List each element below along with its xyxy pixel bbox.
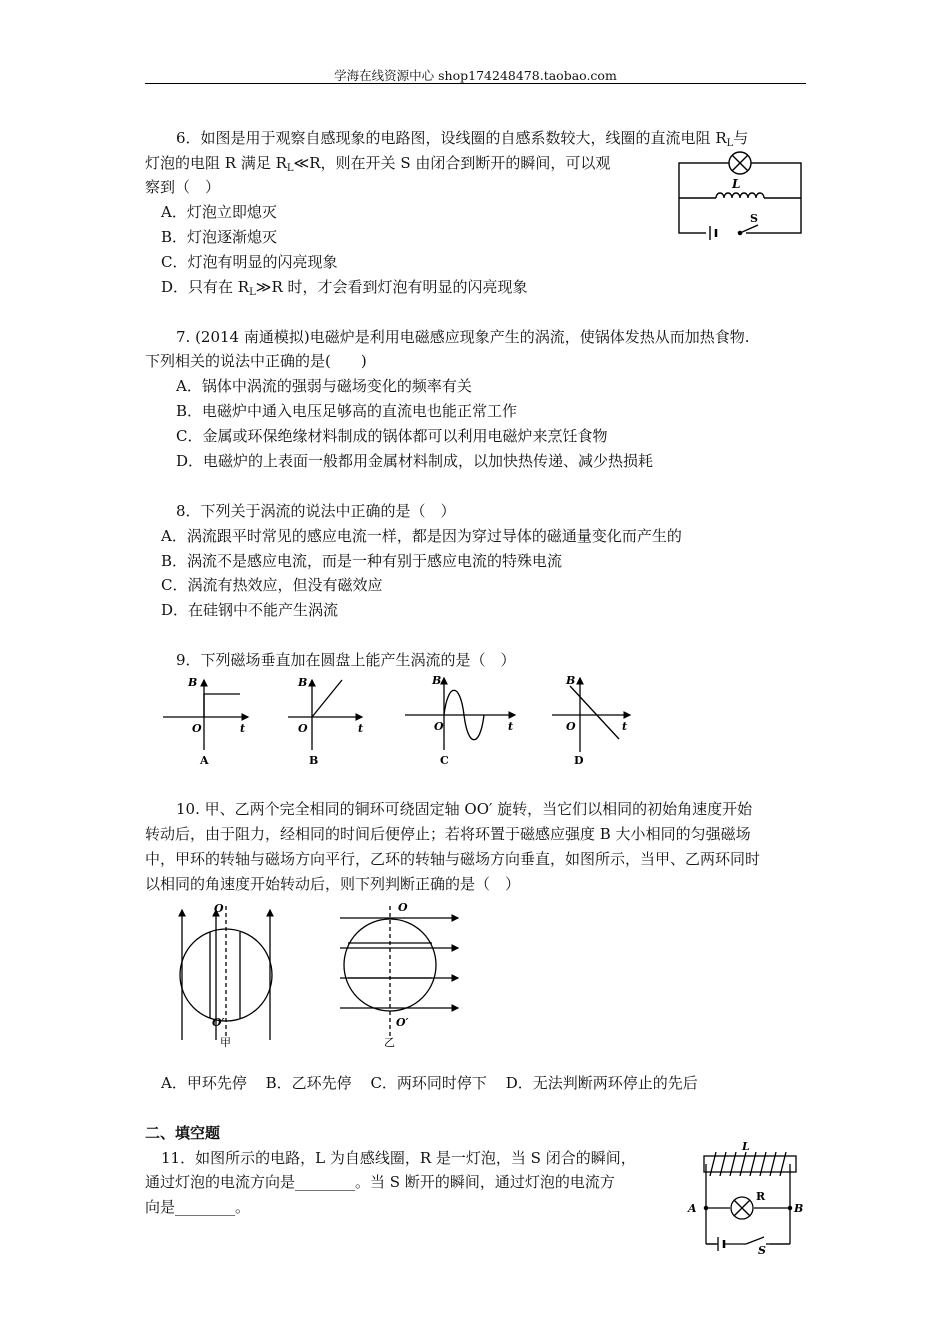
q9-a-origin: O: [192, 722, 202, 735]
q9-label-d: D: [574, 754, 584, 767]
q9-label-b: B: [309, 754, 319, 767]
q7-option-b: B．电磁炉中通入电压足够高的直流电也能正常工作: [176, 402, 518, 420]
q10-line1: 10. 甲、乙两个完全相同的铜环可绕固定轴 OO′ 旋转，当它们以相同的初始角速度开始: [176, 800, 753, 818]
q6-option-c: C．灯泡有明显的闪亮现象: [161, 253, 338, 271]
q6-line1-end: 与: [733, 129, 749, 147]
q10-option-b: B．乙环先停: [265, 1074, 352, 1092]
q6-line1-text: 6．如图是用于观察自感现象的电路图，设线圈的自感系数较大，线圈的直流电阻 R: [176, 129, 727, 147]
q10-option-c: C．两环同时停下: [370, 1074, 487, 1092]
q9-graphs: [160, 672, 640, 772]
q10-line3: 中，甲环的转轴与磁场方向平行，乙环的转轴与磁场方向垂直，如图所示，当甲、乙两环同时: [145, 850, 761, 868]
header-divider: [145, 83, 806, 84]
q11-line1: 11．如图所示的电路，L 为自感线圈，R 是一灯泡，当 S 闭合的瞬间，: [161, 1149, 636, 1167]
q9-b-axis-t: t: [358, 722, 364, 735]
q9-graph-c: [405, 678, 515, 750]
q8-option-a: A．涡流跟平时常见的感应电流一样，都是因为穿过导体的磁通量变化而产生的: [161, 527, 682, 545]
page-header: 学海在线资源中心 shop174248478.taobao.com: [334, 68, 617, 83]
q11-fig-label-a: A: [688, 1202, 697, 1215]
q10-line4: 以相同的角速度开始转动后，则下列判断正确的是（ ）: [145, 875, 521, 893]
section-title-fill-in: 二、填空题: [145, 1124, 221, 1142]
q6-option-b: B．灯泡逐渐熄灭: [161, 228, 278, 246]
q6-option-d-text: D．只有在 R: [161, 278, 250, 296]
q10-jia-label-o-prime: O′: [212, 1016, 225, 1029]
q8-option-d: D．在硅钢中不能产生涡流: [161, 601, 339, 619]
q11-fig-label-b: B: [794, 1202, 804, 1215]
q6-line2-end: ≪R，则在开关 S 由闭合到断开的瞬间，可以观: [293, 154, 611, 172]
q9-a-axis-t: t: [240, 722, 246, 735]
q8-option-b: B．涡流不是感应电流，而是一种有别于感应电流的特殊电流: [161, 552, 563, 570]
q11-circuit-diagram: [686, 1140, 812, 1254]
q6-sub-l: L: [726, 138, 734, 149]
q10-label-jia: 甲: [220, 1036, 231, 1048]
q11-fig-label-r: R: [756, 1190, 766, 1203]
q10-option-a: A．甲环先停: [161, 1074, 247, 1092]
q10-jia-label-o: O: [214, 902, 224, 915]
q6-option-a: A．灯泡立即熄灭: [161, 203, 277, 221]
q6-line1: [176, 128, 748, 154]
q6-option-d-sub: L: [249, 287, 256, 298]
q10-line2: 转动后，由于阻力，经相同的时间后便停止；若将环置于磁感应强度 B 大小相同的匀强磁场: [145, 825, 751, 843]
q10-ring-diagrams: [168, 898, 468, 1048]
q10-label-yi: 乙: [384, 1036, 395, 1048]
q10-option-d: D．无法判断两环停止的先后: [505, 1074, 698, 1092]
q6-line3: 察到（ ）: [145, 178, 221, 196]
q8-line1: 8．下列关于涡流的说法中正确的是（ ）: [176, 502, 456, 520]
q6-fig-label-l: L: [732, 177, 741, 191]
q11-line3: 向是________。: [145, 1198, 251, 1216]
q9-label-c: C: [440, 754, 449, 767]
q10-ring-jia: [180, 906, 272, 1040]
q9-c-axis-b: B: [432, 674, 442, 687]
q6-line2: [145, 153, 610, 179]
q6-line2-text: 灯泡的电阻 R 满足 R: [145, 154, 287, 172]
q7-option-d: D．电磁炉的上表面一般都用金属材料制成，以加快热传递、减少热损耗: [176, 452, 654, 470]
q7-line1: 7. (2014 南通模拟)电磁炉是利用电磁感应现象产生的涡流，使锅体发热从而加热食物.: [176, 328, 750, 346]
q10-options: [161, 1073, 712, 1093]
q7-option-a: A．锅体中涡流的强弱与磁场变化的频率有关: [176, 377, 472, 395]
q9-a-axis-b: B: [188, 676, 198, 689]
q6-option-d: [161, 277, 528, 303]
q9-b-origin: O: [298, 722, 308, 735]
q8-option-c: C．涡流有热效应，但没有磁效应: [161, 576, 383, 594]
q9-c-axis-t: t: [508, 720, 514, 733]
q11-fig-label-s: S: [758, 1244, 766, 1254]
q10-yi-label-o-prime: O′: [396, 1016, 409, 1029]
q9-d-origin: O: [566, 720, 576, 733]
q10-yi-label-o: O: [398, 901, 408, 914]
q7-option-c: C．金属或环保绝缘材料制成的锅体都可以利用电磁炉来烹饪食物: [176, 427, 608, 445]
q9-c-origin: O: [434, 720, 444, 733]
q9-b-axis-b: B: [298, 676, 308, 689]
q9-line1: 9．下列磁场垂直加在圆盘上能产生涡流的是（ ）: [176, 651, 516, 669]
q9-d-axis-b: B: [566, 674, 576, 687]
q6-sub-l-2: L: [286, 163, 294, 174]
q11-line2: 通过灯泡的电流方向是________。当 S 断开的瞬间，通过灯泡的电流方: [145, 1173, 615, 1191]
q9-graph-a: [163, 680, 248, 750]
q7-line2: 下列相关的说法中正确的是( ): [145, 352, 367, 370]
q6-circuit-diagram: [676, 148, 806, 240]
q11-fig-label-l: L: [742, 1140, 750, 1153]
q6-fig-label-s: S: [750, 212, 758, 225]
q9-label-a: A: [200, 754, 209, 767]
q6-option-d-end: ≫R 时，才会看到灯泡有明显的闪亮现象: [255, 278, 528, 296]
q9-graph-b: [288, 680, 362, 750]
q9-graph-d: [552, 678, 630, 752]
q9-d-axis-t: t: [622, 720, 628, 733]
